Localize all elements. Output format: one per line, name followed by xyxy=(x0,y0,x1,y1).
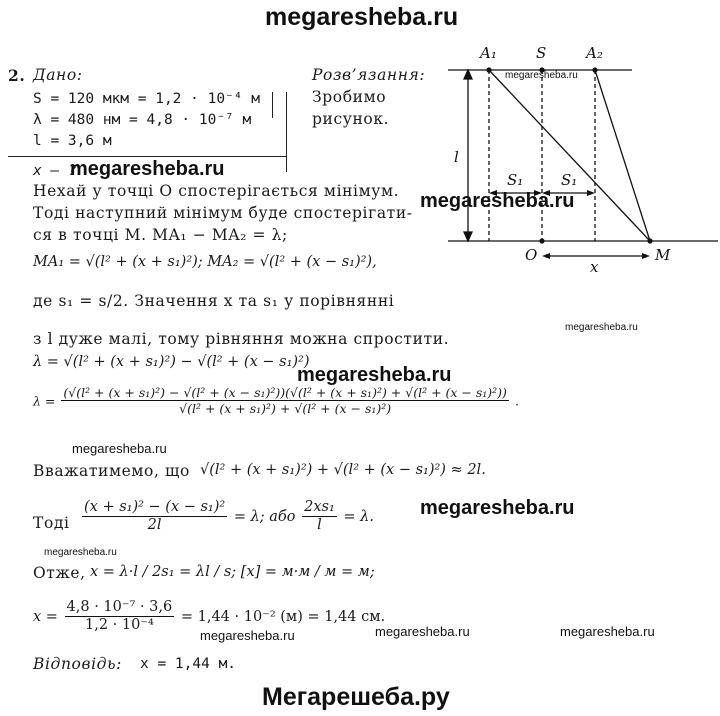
lambda-numerator: (√(l² + (x + s₁)²) − √(l² + (x − s₁)²))(√(l² + (x + s₁)²) + √(l² + (x − s₁)²)) xyxy=(63,385,507,400)
watermark: megaresheba.ru xyxy=(44,547,117,558)
todi-denominator: 2l xyxy=(147,516,162,533)
label-o: O xyxy=(525,246,538,264)
label-s1-right: S₁ xyxy=(561,171,578,189)
label-s: S xyxy=(536,44,547,62)
watermark: megaresheba.ru xyxy=(505,70,578,81)
given-divider-horizontal xyxy=(8,156,286,157)
point-m xyxy=(647,238,652,243)
find-label: x — ? xyxy=(33,163,77,179)
label-s1-left: S₁ xyxy=(507,171,524,189)
watermark: megaresheba.ru xyxy=(200,628,295,643)
l-arrow-top xyxy=(464,70,472,79)
watermark: megaresheba.ru xyxy=(565,322,638,333)
bottom-watermark: Мегарешеба.ру xyxy=(262,683,450,711)
abo-denominator: l xyxy=(317,516,322,533)
given-line-3: l = 3,6 м xyxy=(33,133,112,149)
top-watermark: megaresheba.ru xyxy=(265,3,459,31)
answer-value: x = 1,44 м. xyxy=(140,656,237,672)
diagram xyxy=(440,38,720,283)
watermark: megaresheba.ru xyxy=(420,497,575,519)
equation-ma: MA₁ = √(l² + (x + s₁)²); MA₂ = √(l² + (x − s₁)²), xyxy=(33,254,377,270)
watermark: megaresheba.ru xyxy=(72,441,167,456)
watermark: megaresheba.ru xyxy=(297,364,452,386)
label-m: M xyxy=(655,246,671,264)
abo-numerator: 2xs₁ xyxy=(304,499,335,515)
ray-a1-m xyxy=(489,70,650,241)
text-assume: Вважатимемо, що xyxy=(33,462,190,480)
otzhe-label: Отже, xyxy=(33,564,86,582)
equation-todi xyxy=(80,500,374,534)
final-tail: = 1,44 · 10⁻² (м) = 1,44 см. xyxy=(180,609,386,626)
label-l: l xyxy=(454,148,459,166)
point-o xyxy=(539,238,544,243)
watermark: megaresheba.ru xyxy=(420,190,575,212)
watermark: megaresheba.ru xyxy=(375,624,470,639)
l-arrow-bottom xyxy=(464,232,472,241)
equation-otzhe: x = λ·l / 2s₁ = λl / s; [x] = м·м / м = м; xyxy=(90,564,375,580)
equation-final: x = $\frac{\text{4,8 · 10⁻⁷ · 3,6}}{\text{1,2 · 10⁻⁴}}$ = 1,44 · 10⁻² (м) = 1,44 см. xyxy=(33,599,386,633)
solution-intro-1: Зробимо xyxy=(312,88,387,106)
text-line-3: ся в точці M. MA₁ − MA₂ = λ; xyxy=(33,226,288,244)
abo-tail: = λ. xyxy=(343,509,374,526)
label-a2: A₂ xyxy=(586,44,603,62)
todi-numerator: (x + s₁)² − (x − s₁)² xyxy=(84,499,226,515)
label-a1: A₁ xyxy=(480,44,497,62)
solution-intro-2: рисунок. xyxy=(312,110,390,128)
answer-label: Відповідь: xyxy=(33,655,122,673)
given-label: Дано: xyxy=(33,66,83,84)
watermark: megaresheba.ru xyxy=(70,158,225,180)
text-line-5: з l дуже малі, тому рівняння можна спростити. xyxy=(33,330,450,348)
given-line-2: λ = 480 нм = 4,8 · 10⁻⁷ м xyxy=(33,112,252,128)
given-tick xyxy=(272,92,273,118)
todi-label: Тоді xyxy=(33,514,70,532)
text-line-2: Тоді наступний мінімум буде спостерігати- xyxy=(33,204,413,222)
text-line-4: де s₁ = s/2. Значення x та s₁ у порівнянні xyxy=(33,292,395,310)
todi-tail: = λ; або xyxy=(233,509,296,526)
problem-number: 2. xyxy=(8,66,26,85)
given-divider-vertical xyxy=(286,92,287,172)
lambda-denominator: √(l² + (x + s₁)²) + √(l² + (x − s₁)²) xyxy=(179,400,392,416)
given-line-1: S = 120 мкм = 1,2 · 10⁻⁴ м xyxy=(33,91,260,107)
ray-a2-m xyxy=(595,70,650,241)
solution-label: Розв’язання: xyxy=(312,66,426,84)
equation-lambda-1: λ = √(l² + (x + s₁)²) − √(l² + (x − s₁)²) xyxy=(33,354,310,370)
final-denominator: 1,2 · 10⁻⁴ xyxy=(84,616,154,633)
point-a2 xyxy=(592,67,597,72)
text-line-1: Нехай у точці O спостерігається мінімум. xyxy=(33,182,400,200)
equation-lambda-2: λ = (√(l² + (x + s₁)²) − √(l² + (x − s₁)²))(√(l² + (x + s₁)²) + √(l² + (x − s₁)²)) √(l² + (x + s₁)²) + √(l² + (x − s₁)²) . xyxy=(33,385,519,416)
point-a1 xyxy=(486,67,491,72)
final-numerator: 4,8 · 10⁻⁷ · 3,6 xyxy=(66,599,173,615)
label-x: x xyxy=(590,258,599,276)
watermark: megaresheba.ru xyxy=(560,624,655,639)
equation-assume: √(l² + (x + s₁)²) + √(l² + (x − s₁)²) ≈ 2l. xyxy=(200,462,486,478)
